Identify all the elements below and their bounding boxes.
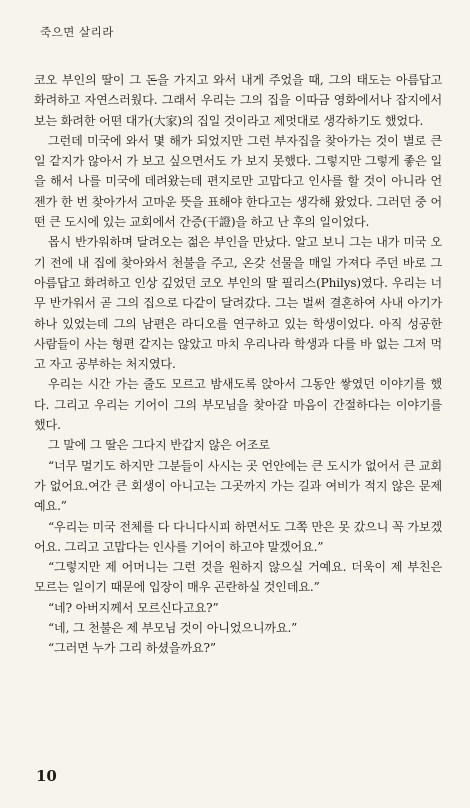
dialogue-line: “우리는 미국 전체를 다 다니다시피 하면서도 그쪽 만은 못 갔으니 꼭 가보겠어요. 그리고 고맙다는 인사를 기어이 하고야 말겠어요.” (34, 519, 442, 554)
paragraph: 코오 부인의 딸이 그 돈을 가지고 와서 내게 주었을 때, 그의 태도는 아름답고 화려하고 자연스러웠다. 그래서 우리는 그의 집을 이따금 영화에서나 잡지에서 보는 화려한 어떤 대가(大家)의 집일 것이라고 제멋대로 생각하기도 했었다. (34, 73, 442, 128)
paragraph: 우리는 시간 가는 줄도 모르고 밤새도록 앉아서 그동안 쌓였던 이야기를 했다. 그리고 우리는 기어이 그의 부모님을 찾아갈 마음이 간절하다는 이야기를 했다. (34, 377, 442, 433)
page-number: 10 (36, 767, 57, 785)
paragraph: 몹시 반가워하며 달려오는 젊은 부인을 만났다. 알고 보니 그는 내가 미국 오기 전에 내 집에 찾아와서 천불을 주고, 온갖 선물을 매일 가져다 주던 바로 그 아름답고 화려하고 인상 깊었던 코오 부인의 딸 필리스(Philys)였다. 우리는 너무 반가워서 곧 그의 집으로 다같이 달려갔다. 그는 벌써 결혼하여 사내 아기가 하나 있었는데 그의 남편은 라디오를 연구하고 있는 학생이었다. 아직 성공한 사람들이 사는 형편 같지는 않았고 마치 우리나라 학생과 다를 바 없는 그저 먹고 자고 공부하는 처지였다. (34, 235, 442, 372)
dialogue-line: “너무 멀기도 하지만 그분들이 사시는 곳 언안에는 큰 도시가 없어서 큰 교회가 없어요.여간 큰 회생이 아니고는 그곳까지 가는 길과 여비가 적지 않은 문제예요.” (34, 458, 442, 514)
running-header: 죽으면 살리라 (40, 25, 114, 39)
paragraph: 그런데 미국에 와서 몇 해가 되었지만 그런 부자집을 찾아가는 것이 별로 큰 일 같지가 않아서 가 보고 싶으면서도 가 보지 못했다. 그렇지만 그렇게 좋은 일을 해서 나를 미국에 데려왔는데 편지로만 고맙다고 인사를 할 것이 아니라 언젠가 한 번 찾아가서 고마운 뜻을 표해야 한다고는 생각해 왔었다. 그러던 중 어떤 큰 도시에 있는 교회에서 간증(干證)을 하고 난 후의 일이었다. (34, 133, 442, 230)
dialogue-line: “그렇지만 제 어머니는 그런 것을 원하지 않으실 거예요. 더욱이 제 부친은 모르는 일이기 때문에 입장이 매우 곤란하실 것인데요.” (34, 560, 442, 595)
dialogue-line: “그러면 누가 그리 하셨을까요?” (48, 641, 216, 656)
dialogue-line: “네, 그 천불은 제 부모님 것이 아니었으니까요.” (48, 621, 298, 636)
body-text (34, 70, 442, 659)
paragraph: 그 말에 그 딸은 그다지 반갑지 않은 어조로 (48, 438, 270, 453)
dialogue-line: “네? 아버지께서 모르신다고요?” (48, 600, 219, 615)
